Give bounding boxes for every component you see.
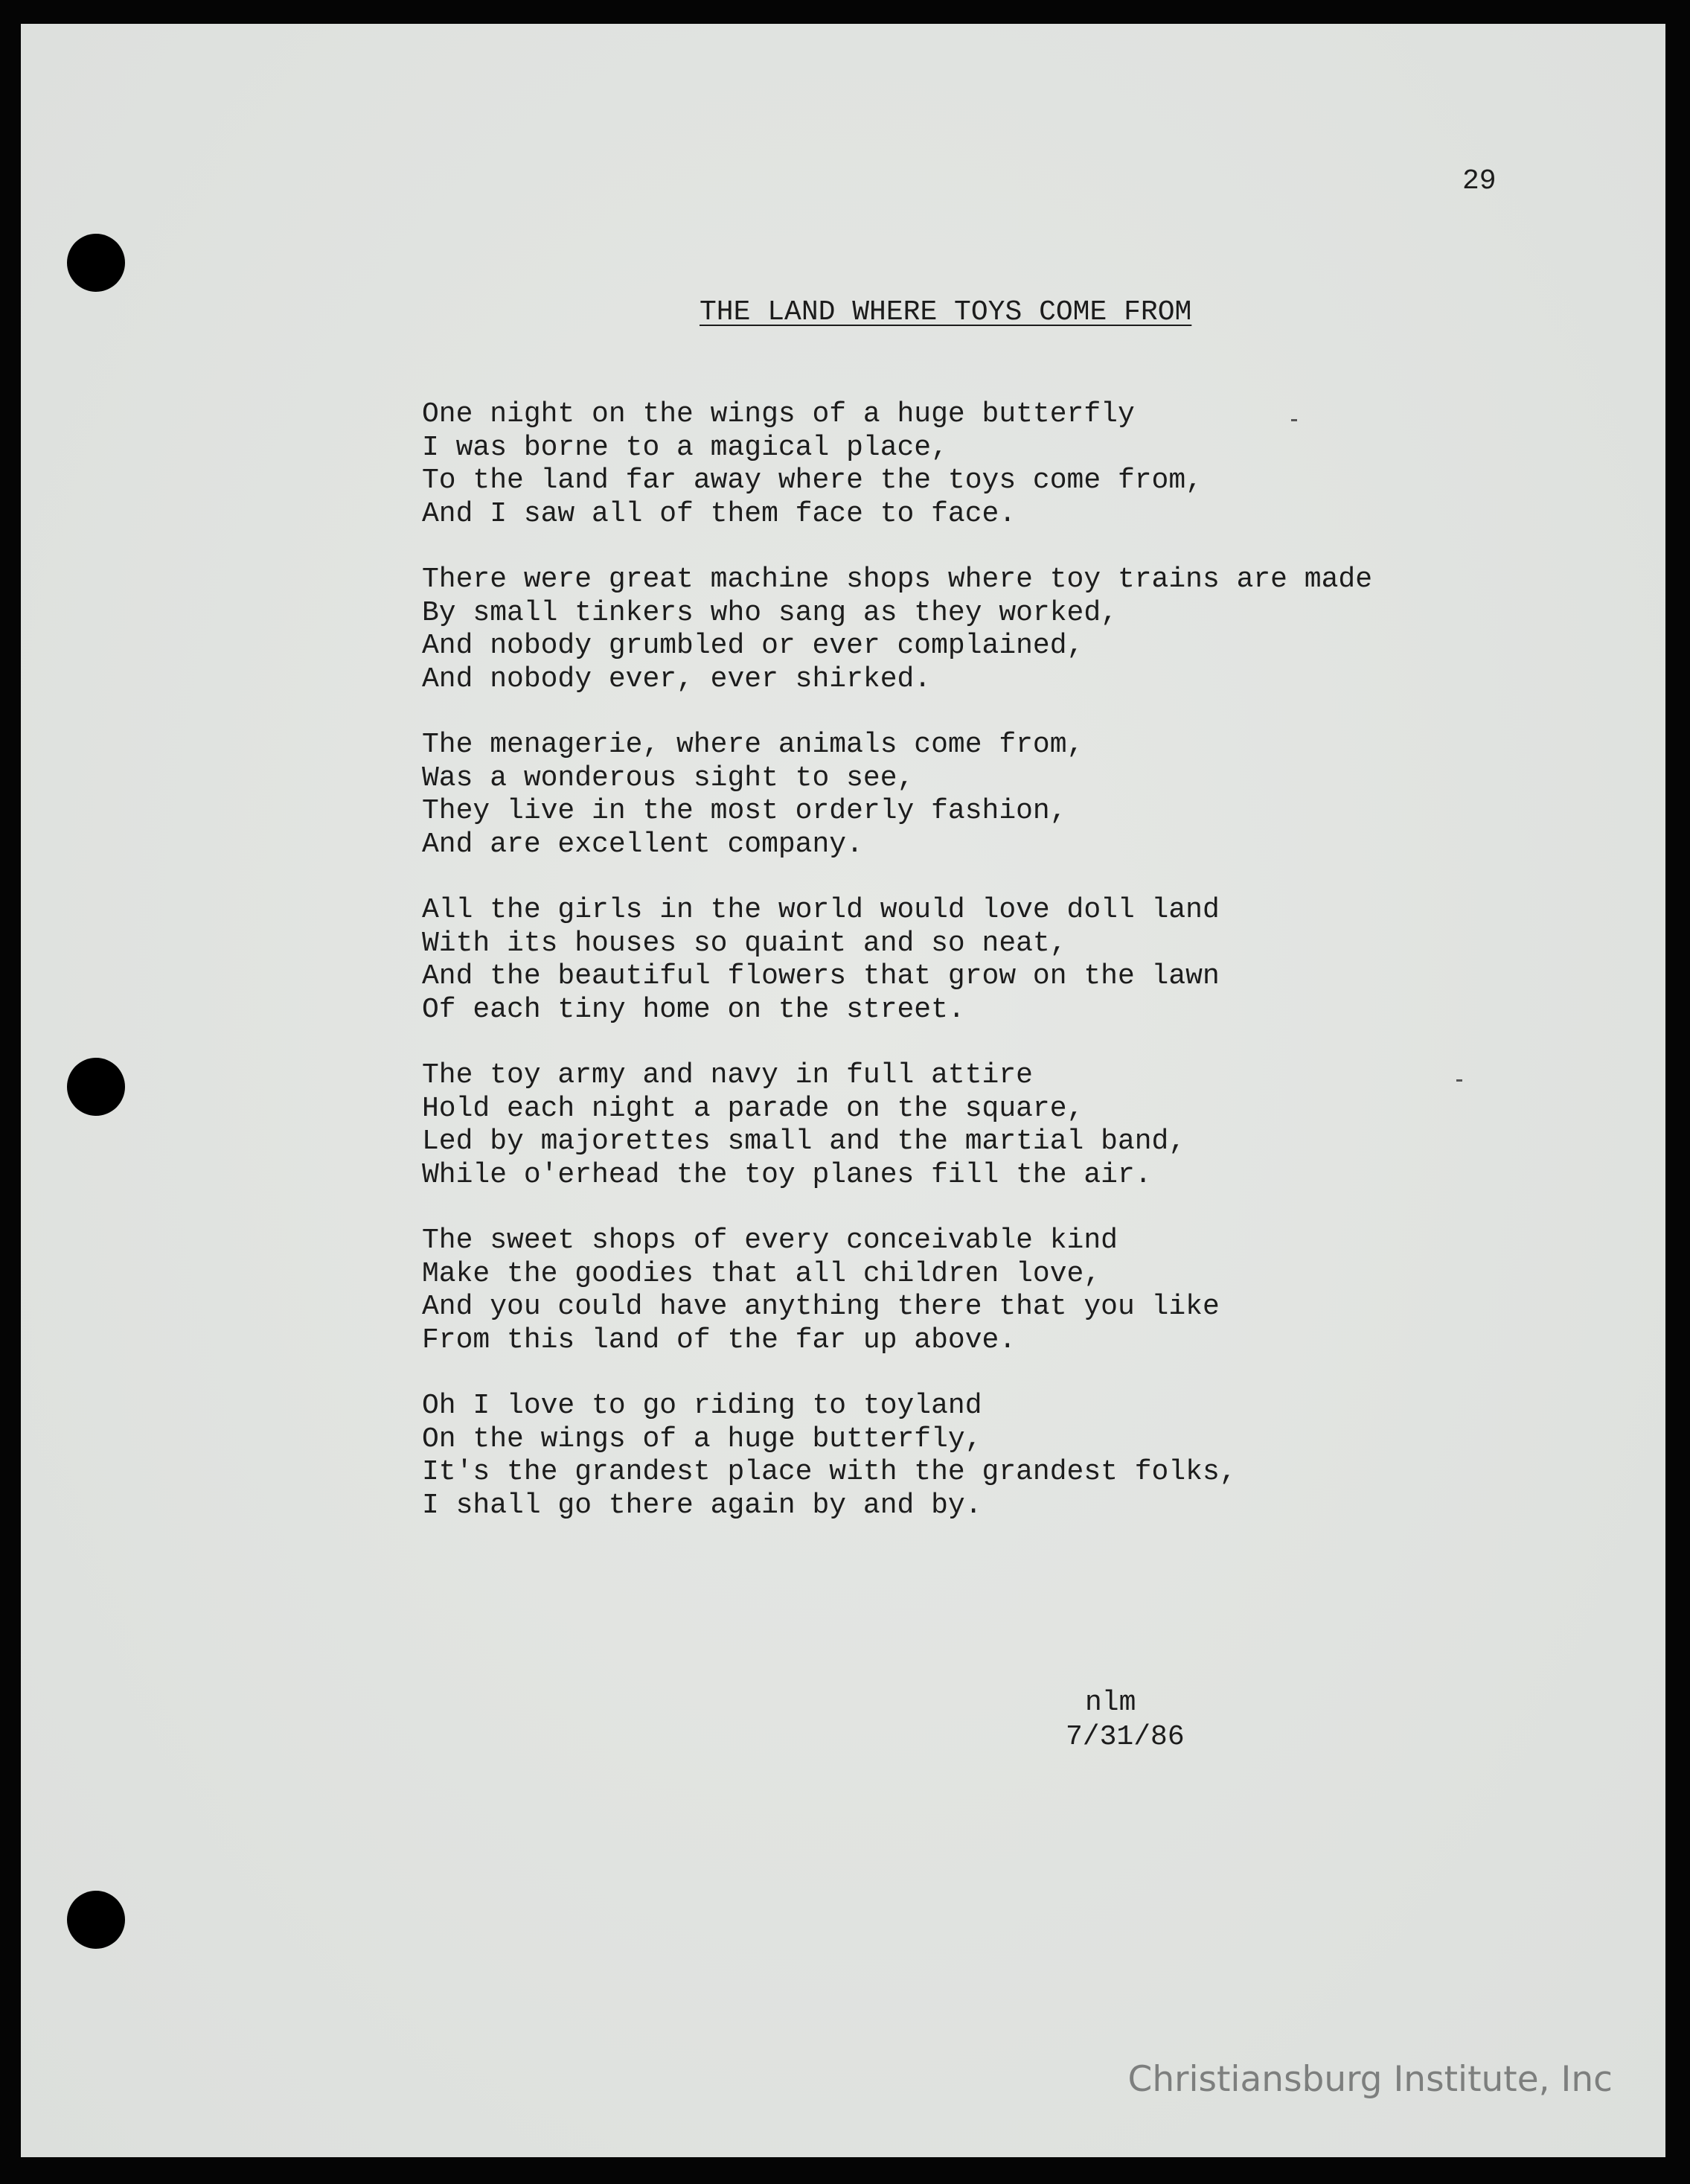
- poem-line: One night on the wings of a huge butterfly: [422, 398, 1135, 430]
- poem-line: By small tinkers who sang as they worked,: [422, 596, 1118, 629]
- punch-hole-middle: [67, 1058, 125, 1116]
- page-number: 29: [1462, 165, 1497, 197]
- poem-line: Hold each night a parade on the square,: [422, 1092, 1084, 1125]
- poem-line: And nobody ever, ever shirked.: [422, 662, 932, 695]
- stanza: [422, 729, 1372, 861]
- poem-line: With its houses so quaint and so neat,: [422, 927, 1067, 960]
- poem-line: I was borne to a magical place,: [422, 431, 948, 464]
- poem-line: There were great machine shops where toy trains are made: [422, 563, 1373, 596]
- stanza: [422, 1059, 1372, 1192]
- poem-line: And the beautiful flowers that grow on the lawn: [422, 960, 1220, 992]
- punch-hole-bottom: [67, 1891, 125, 1949]
- poem-line: All the girls in the world would love doll land: [422, 894, 1220, 926]
- poem-line: The sweet shops of every conceivable kind: [422, 1224, 1118, 1257]
- paper-speck: [1456, 1079, 1462, 1082]
- poem-line: The menagerie, where animals come from,: [422, 729, 1084, 761]
- poem-line: On the wings of a huge butterfly,: [422, 1423, 982, 1455]
- poem-title: THE LAND WHERE TOYS COME FROM: [700, 296, 1192, 328]
- poem-line: Of each tiny home on the street.: [422, 993, 965, 1026]
- poem-line: And you could have anything there that you like: [422, 1291, 1220, 1323]
- poem-line: And I saw all of them face to face.: [422, 497, 1017, 530]
- poem-body: [422, 398, 1372, 1555]
- poem-line: The toy army and navy in full attire: [422, 1059, 1033, 1091]
- author-initials: nlm: [1085, 1687, 1136, 1719]
- poem-line: It's the grandest place with the grandest folks,: [422, 1456, 1237, 1488]
- poem-line: And are excellent company.: [422, 828, 863, 860]
- poem-line: While o'erhead the toy planes fill the air.: [422, 1158, 1152, 1191]
- stanza: [422, 894, 1372, 1026]
- poem-line: Was a wonderous sight to see,: [422, 761, 915, 794]
- poem-line: And nobody grumbled or ever complained,: [422, 630, 1084, 662]
- punch-hole-top: [67, 234, 125, 292]
- watermark: Christiansburg Institute, Inc: [1127, 2059, 1613, 2100]
- paper-speck: [1291, 419, 1297, 421]
- stanza: [422, 1390, 1372, 1522]
- poem-line: To the land far away where the toys come from,: [422, 464, 1203, 496]
- poem-line: Make the goodies that all children love,: [422, 1257, 1101, 1290]
- stanza: [422, 1224, 1372, 1357]
- poem-line: Led by majorettes small and the martial band,: [422, 1125, 1186, 1158]
- poem-line: Oh I love to go riding to toyland: [422, 1390, 982, 1422]
- stanza: [422, 398, 1372, 531]
- poem-line: I shall go there again by and by.: [422, 1489, 982, 1522]
- stanza: [422, 563, 1372, 696]
- poem-line: They live in the most orderly fashion,: [422, 795, 1067, 827]
- poem-line: From this land of the far up above.: [422, 1324, 1017, 1356]
- poem-date: 7/31/86: [1066, 1721, 1185, 1753]
